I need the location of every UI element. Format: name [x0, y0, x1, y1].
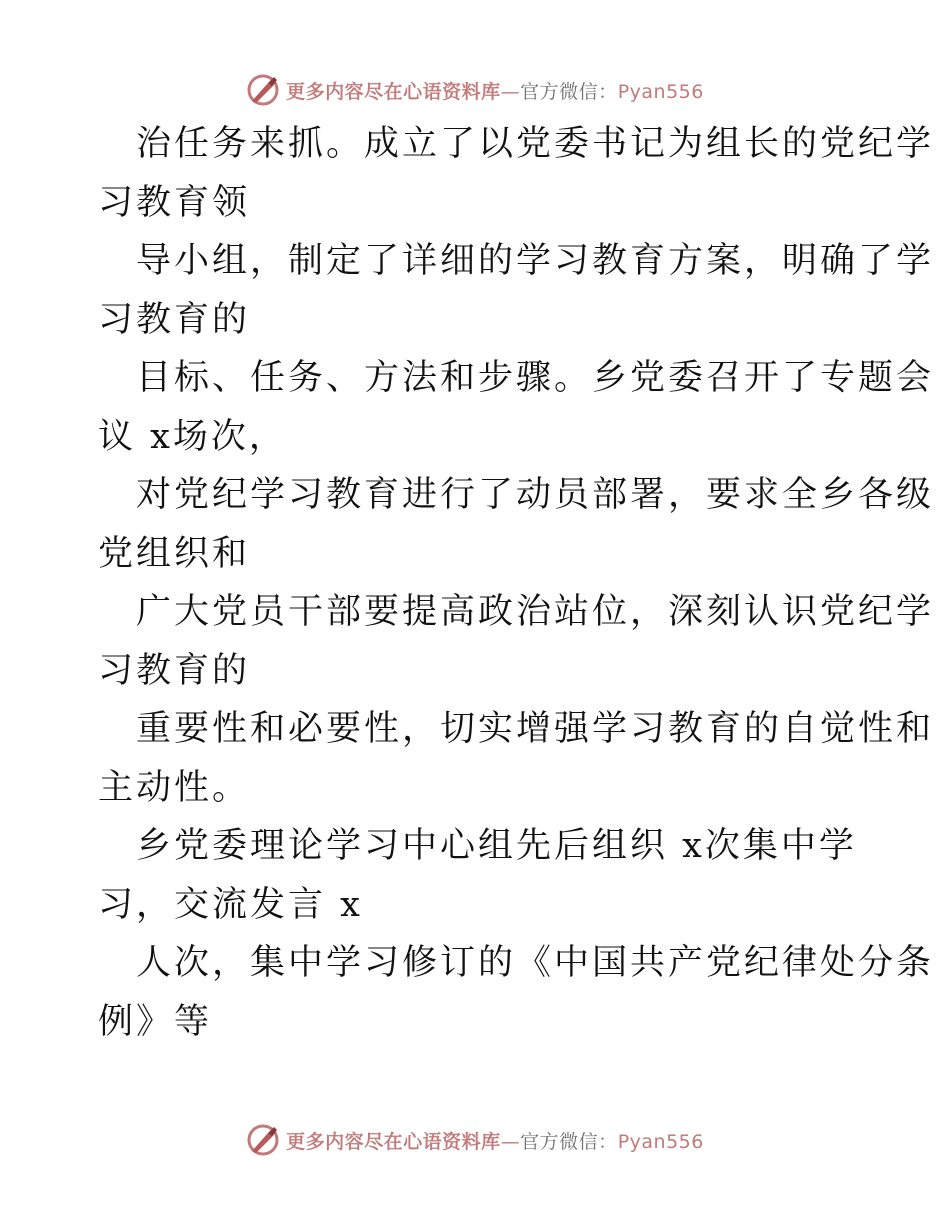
pen-logo-icon: [246, 73, 280, 107]
footer-banner: [0, 1120, 950, 1160]
body-line: 议 x场次，: [98, 416, 287, 457]
body-line: 治任务来抓。成立了以党委书记为组长的党纪学: [136, 124, 935, 164]
body-line: 习，交流发言 x: [98, 884, 363, 925]
body-line: 重要性和必要性，切实增强学习教育的自觉性和: [136, 709, 935, 749]
body-line: 习教育的: [98, 299, 251, 340]
body-line: 习教育的: [98, 650, 251, 691]
header-wechat-label: 官方微信：: [520, 80, 618, 103]
footer-wechat-label: 官方微信：: [520, 1130, 618, 1153]
body-line: 对党纪学习教育进行了动员部署，要求全乡各级: [136, 475, 935, 515]
body-line: 例》等: [98, 1001, 213, 1042]
body-line: 主动性。: [98, 767, 251, 808]
footer-site-text: 更多内容尽在心语资料库: [286, 1130, 501, 1153]
document-body: [98, 115, 935, 1051]
header-banner: [0, 70, 950, 110]
body-line: 人次，集中学习修订的《中国共产党纪律处分条: [136, 943, 935, 983]
footer-dash: —: [500, 1130, 521, 1153]
header-wechat-id: Pyan556: [617, 80, 704, 103]
header-dash: —: [500, 80, 521, 103]
body-line: 广大党员干部要提高政治站位，深刻认识党纪学: [136, 592, 935, 632]
body-line: 目标、任务、方法和步骤。乡党委召开了专题会: [136, 358, 935, 398]
header-site-text: 更多内容尽在心语资料库: [286, 80, 501, 103]
body-line: 乡党委理论学习中心组先后组织 x次集中学: [136, 826, 857, 866]
footer-wechat-id: Pyan556: [617, 1130, 704, 1153]
pen-logo-icon: [246, 1123, 280, 1157]
body-line: 习教育领: [98, 182, 251, 223]
body-line: 导小组，制定了详细的学习教育方案，明确了学: [136, 241, 935, 281]
body-line: 党组织和: [98, 533, 251, 574]
